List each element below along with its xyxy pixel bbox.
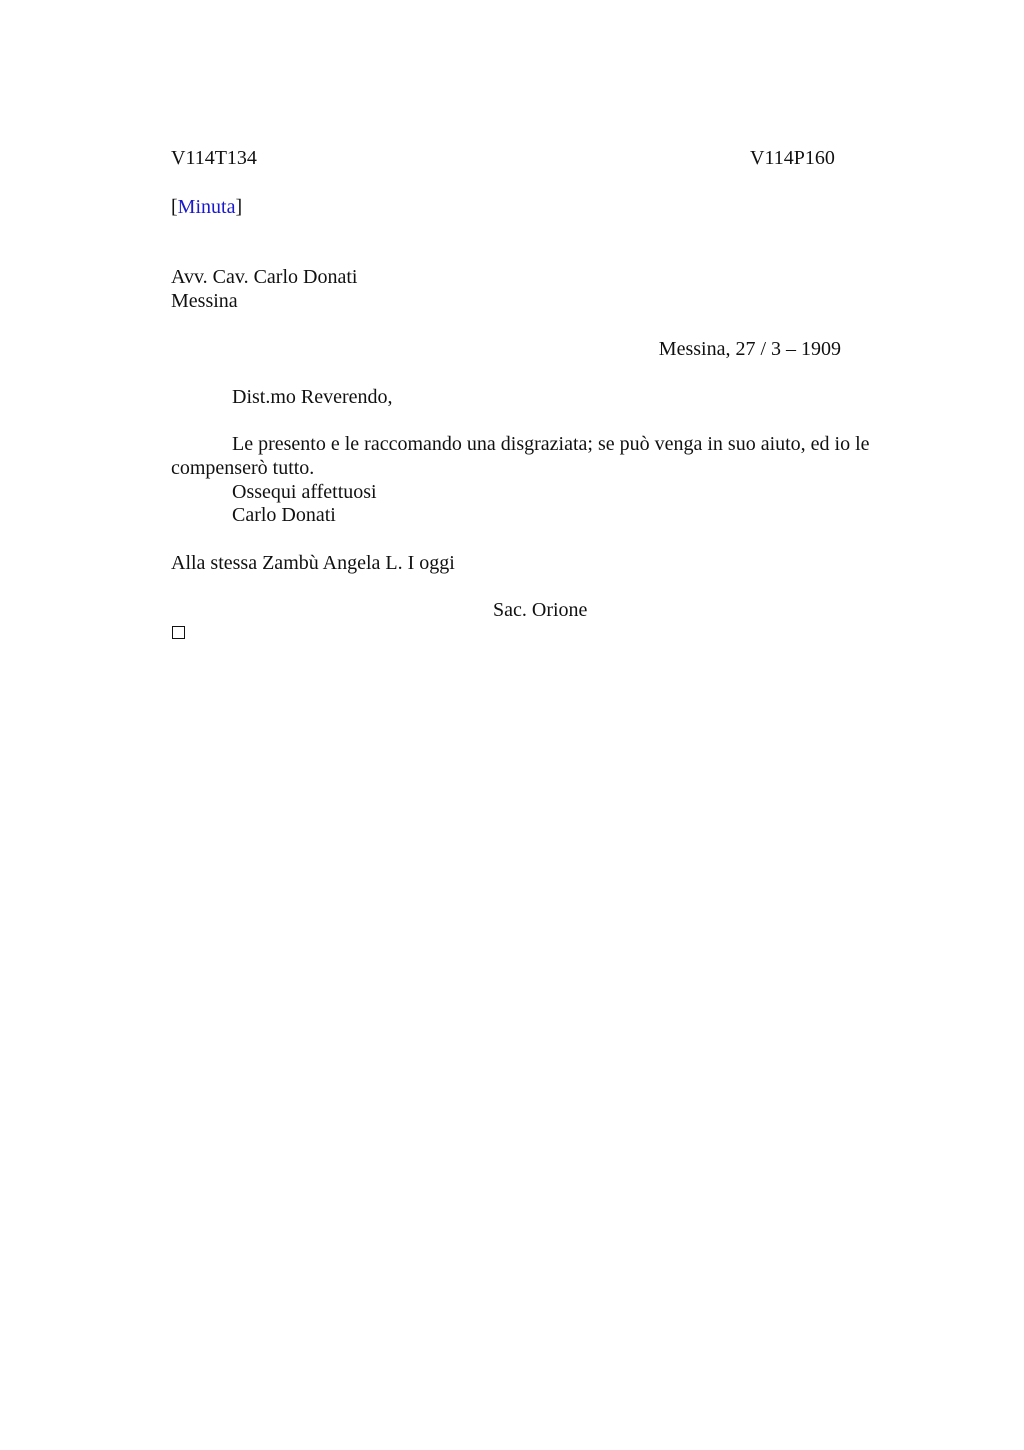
salutation: Dist.mo Reverendo, <box>232 386 393 408</box>
document-code-left: V114T134 <box>171 147 257 169</box>
recipient-name: Avv. Cav. Carlo Donati <box>171 266 358 288</box>
minuta-link[interactable]: Minuta <box>177 196 236 218</box>
date-line: Messina, 27 / 3 – 1909 <box>658 338 841 360</box>
checkbox-icon <box>172 626 185 639</box>
body-paragraph: Le presento e le raccomando una disgraziata; se può venga in suo aiuto, ed io le compenserò tutto. <box>171 433 870 479</box>
document-type <box>171 195 242 219</box>
recipient-city: Messina <box>171 290 238 312</box>
document-code-right: V114P160 <box>750 147 835 169</box>
open-bracket: [ <box>171 196 178 218</box>
final-signature: Sac. Orione <box>493 599 588 621</box>
annotation-note: Alla stessa Zambù Angela L. I oggi <box>171 552 455 574</box>
closing-greeting: Ossequi affettuosi <box>232 481 377 503</box>
close-bracket: ] <box>235 196 243 218</box>
closing-signature: Carlo Donati <box>232 504 336 526</box>
